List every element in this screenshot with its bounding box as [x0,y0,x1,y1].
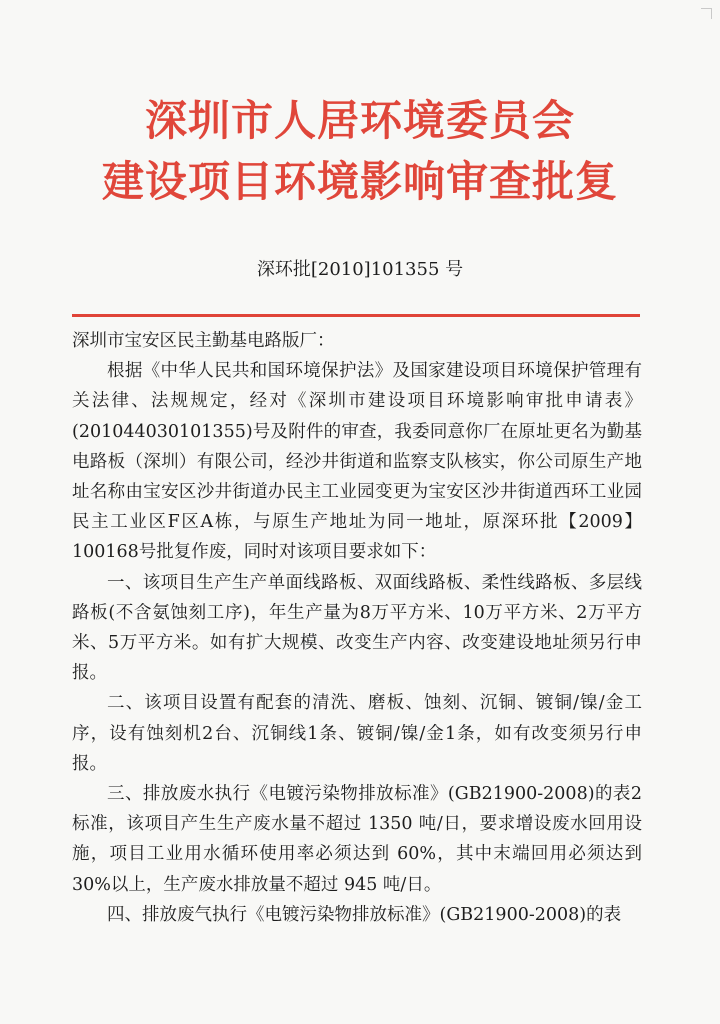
paragraph-item-4: 四、排放废气执行《电镀污染物排放标准》(GB21900-2008)的表 [107,904,622,925]
document-number: 深环批[2010]101355 号 [256,259,464,280]
salutation: 深圳市宝安区民主勤基电路版厂： [72,331,335,351]
paragraph-intro: 根据《中华人民共和国环境保护法》及国家建设项目环境保护管理有关法律、法规规定，经对《深圳市建设项目环境影响审批申请表》(201044030101355)号及附件的审查，我委同意你厂在原址更名为勤基电路板（深圳）有限公司，经沙井街道和监察支队核实，你公司原生产地址名称由宝安区沙井街道办民主工业园变更为宝安区沙井街道西环工业园民主工业区F区A栋，与原生产地址为同一地址，原深环批【2009】100168号批复作废，同时对该项目要求如下： [72,361,642,563]
document-body [72,326,642,930]
title-line-2: 建设项目环境影响审查批复 [101,157,618,206]
title-line-1: 深圳市人居环境委员会 [144,96,575,145]
paragraph-item-2: 二、该项目设置有配套的清洗、磨板、蚀刻、沉铜、镀铜/镍/金工序，设有蚀刻机2台、沉铜线1条、镀铜/镍/金1条，如有改变须另行申报。 [72,693,642,774]
paragraph-item-1: 一、该项目生产生产单面线路板、双面线路板、柔性线路板、多层线路板(不含氨蚀刻工序)，年生产量为8万平方米、10万平方米、2万平方米、5万平方米。如有扩大规模、改变生产内容、改变建设地址须另行申报。 [72,572,642,684]
scan-corner-mark [701,8,712,19]
paragraph-item-3: 三、排放废水执行《电镀污染物排放标准》(GB21900-2008)的表2标准，该项目产生生产废水量不超过 1350 吨/日，要求增设废水回用设施，项目工业用水循环使用率必须达到 60%，其中末端回用必须达到30%以上，生产废水排放量不超过 945 吨/日。 [72,784,642,895]
red-divider-line [72,314,640,317]
